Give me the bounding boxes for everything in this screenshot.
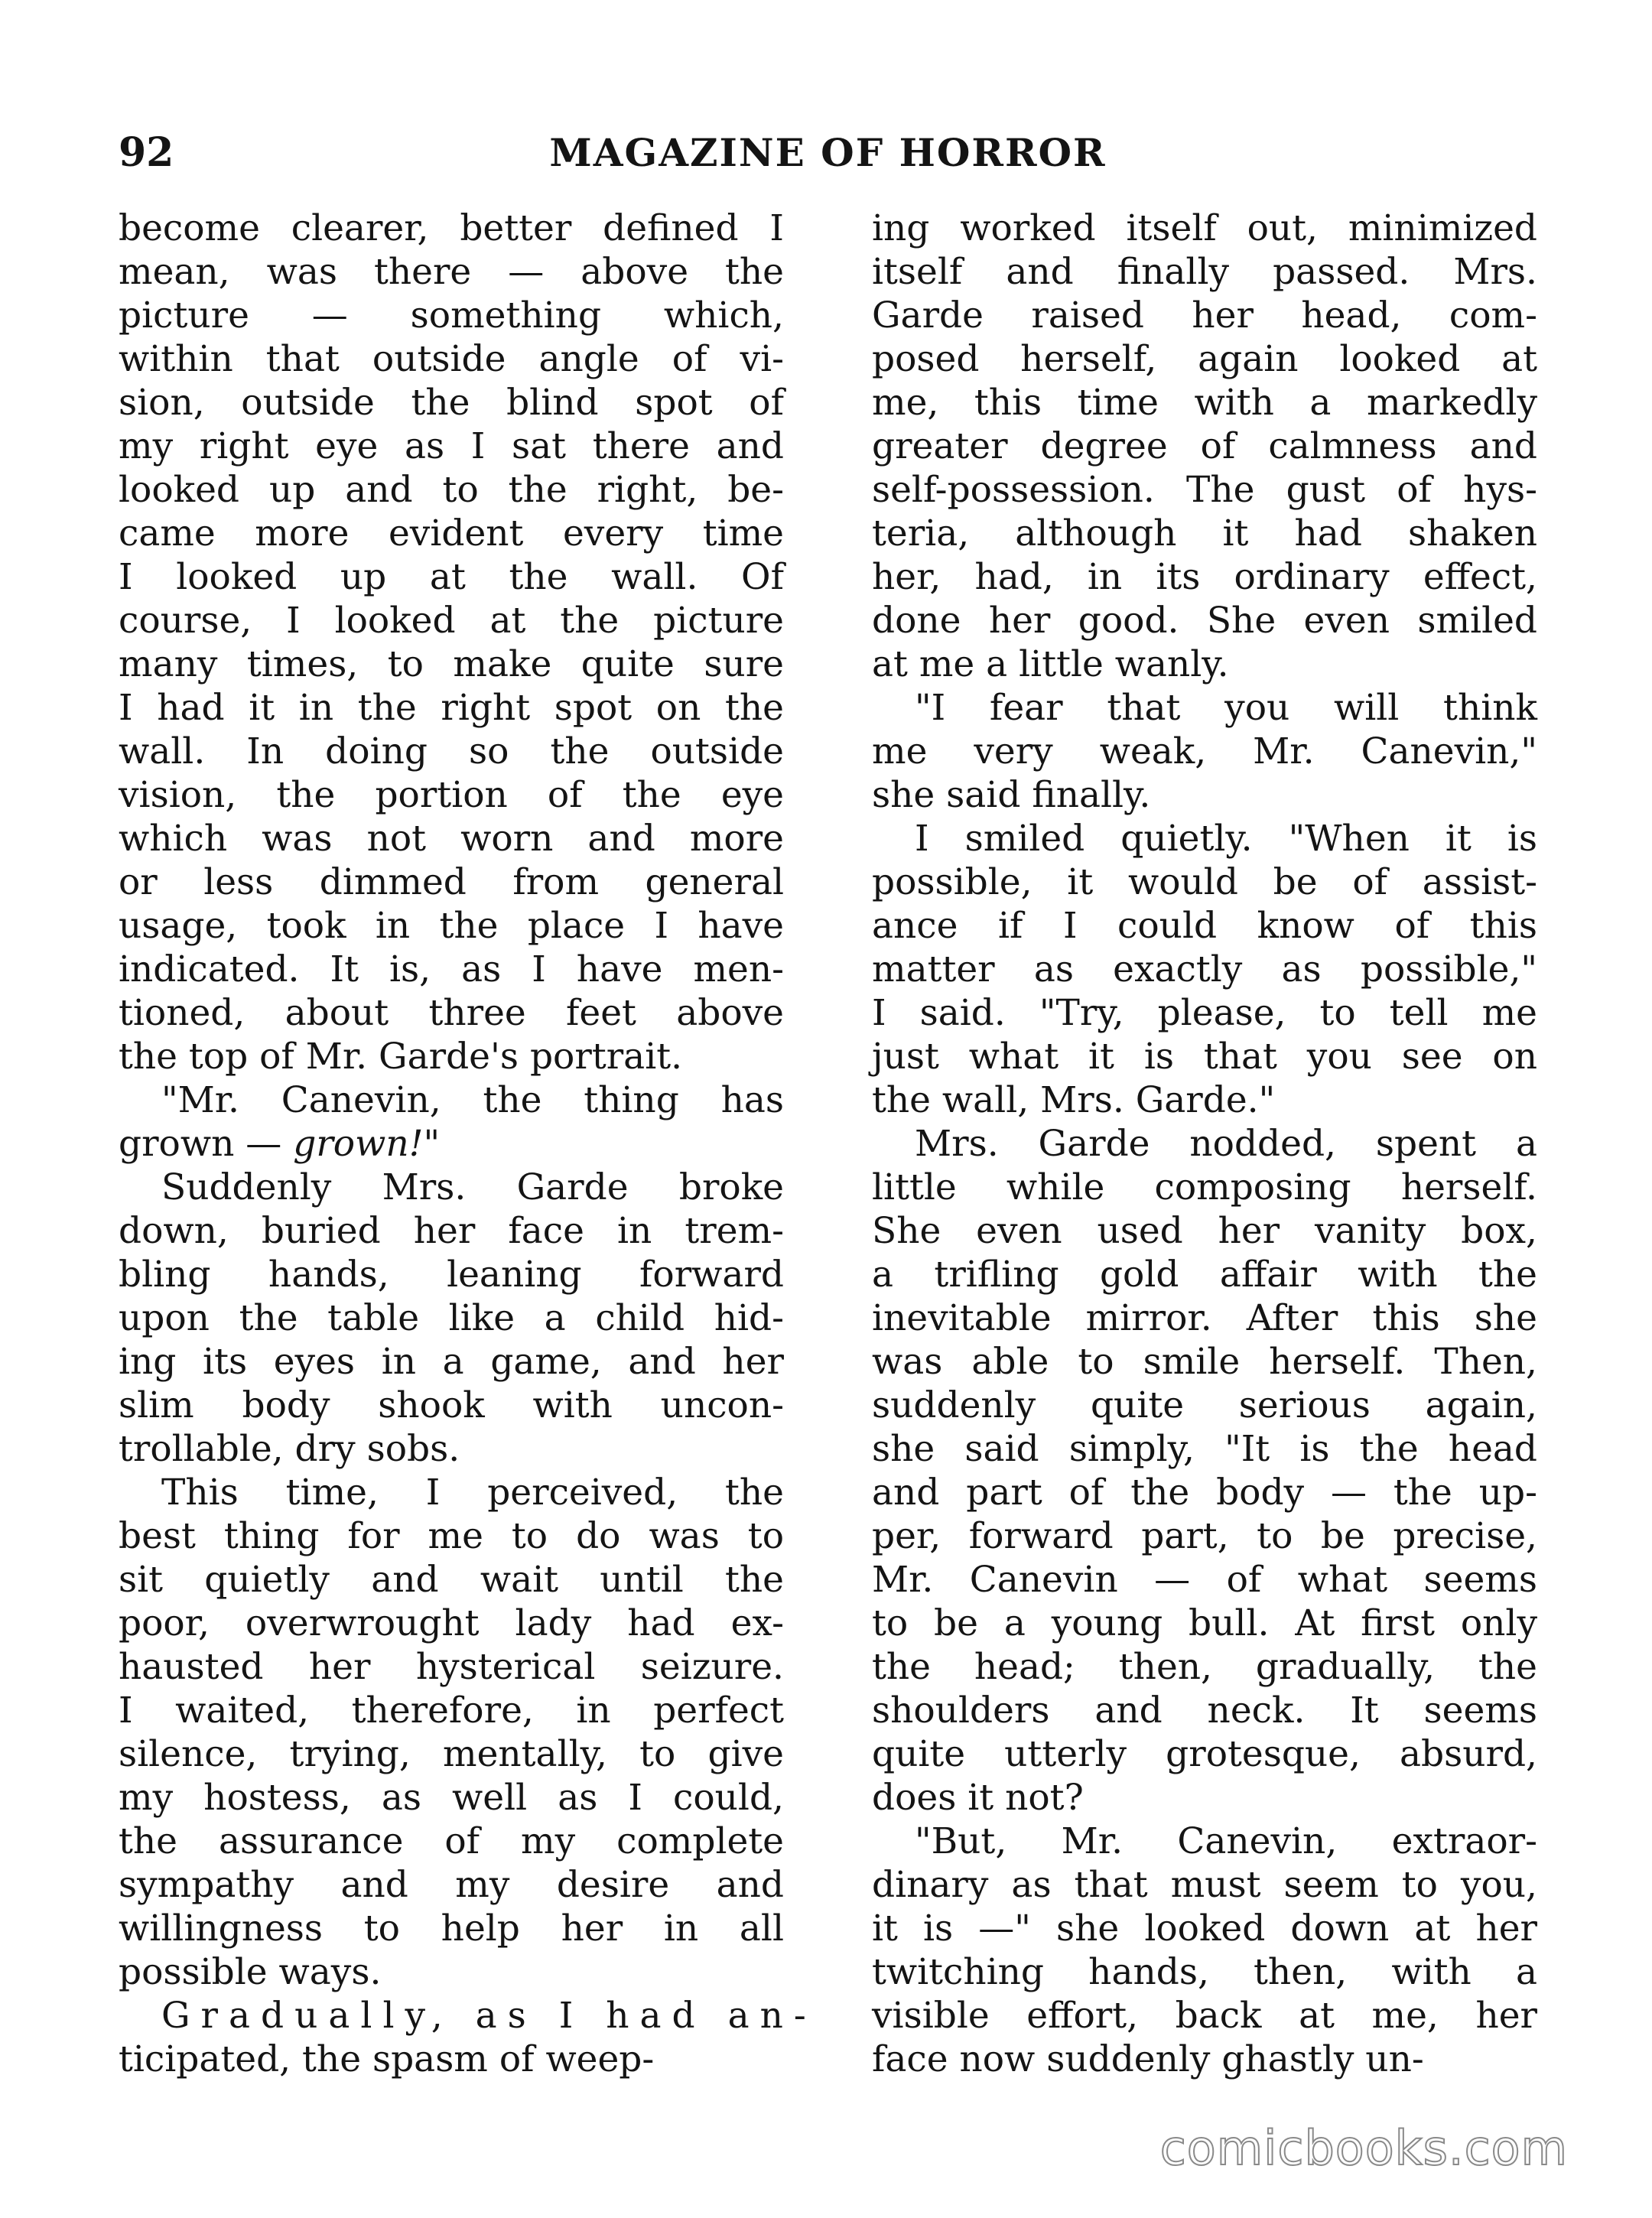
text-line: down, buried her face in trem-	[119, 1210, 784, 1252]
text-line: done her good. She even smiled	[872, 600, 1537, 642]
text-line: and part of the body — the up-	[872, 1472, 1537, 1514]
text-line: Mr. Canevin — of what seems	[872, 1559, 1537, 1601]
text-line: ing worked itself out, minimized	[872, 207, 1537, 249]
text-line: possible, it would be of assist-	[872, 861, 1537, 903]
text-line: or less dimmed from general	[119, 861, 784, 903]
text-line: possible ways.	[119, 1951, 382, 1993]
text-line: itself and finally passed. Mrs.	[872, 251, 1537, 293]
text-line: sion, outside the blind spot of	[119, 382, 784, 424]
text-line: looked up and to the right, be-	[119, 469, 784, 511]
text-line: willingness to help her in all	[119, 1907, 784, 1950]
text-line: vision, the portion of the eye	[119, 774, 784, 816]
text-line: posed herself, again looked at	[872, 338, 1537, 380]
text-line: me, this time with a markedly	[872, 382, 1537, 424]
text-line: I said. "Try, please, to tell me	[872, 992, 1537, 1034]
text-line: suddenly quite serious again,	[872, 1384, 1537, 1426]
text-line: grown — grown!"	[119, 1123, 441, 1165]
text-line: per, forward part, to be precise,	[872, 1515, 1537, 1557]
text-line: hausted her hysterical seizure.	[119, 1646, 784, 1688]
text-line: I had it in the right spot on the	[119, 687, 784, 729]
watermark: comicbooks.com	[1159, 2120, 1568, 2176]
text-line: face now suddenly ghastly un-	[872, 2038, 1424, 2080]
text-line: ance if I could know of this	[872, 905, 1537, 947]
text-line: She even used her vanity box,	[872, 1210, 1537, 1252]
text-line: came more evident every time	[119, 512, 784, 554]
text-line: it is —" she looked down at her	[872, 1907, 1537, 1950]
text-line: "Mr. Canevin, the thing has	[161, 1079, 784, 1121]
text-line: Garde raised her head, com-	[872, 294, 1537, 337]
text-line: inevitable mirror. After this she	[872, 1297, 1537, 1339]
text-line: sympathy and my desire and	[119, 1864, 784, 1906]
text-line: become clearer, better defined I	[119, 207, 784, 249]
text-line: picture — something which,	[119, 294, 784, 337]
text-line: many times, to make quite sure	[119, 643, 784, 685]
text-line: matter as exactly as possible,"	[872, 948, 1537, 990]
text-line: indicated. It is, as I have men-	[119, 948, 784, 990]
text-line: slim body shook with uncon-	[119, 1384, 784, 1426]
text-line: trollable, dry sobs.	[119, 1428, 460, 1470]
text-line: usage, took in the place I have	[119, 905, 784, 947]
text-line: me very weak, Mr. Canevin,"	[872, 730, 1537, 772]
running-title: MAGAZINE OF HORROR	[549, 130, 1107, 175]
text-line: the head; then, gradually, the	[872, 1646, 1537, 1688]
text-line: course, I looked at the picture	[119, 600, 784, 642]
text-line: poor, overwrought lady had ex-	[119, 1602, 784, 1644]
text-line: my hostess, as well as I could,	[119, 1777, 784, 1819]
text-line: tioned, about three feet above	[119, 992, 784, 1034]
text-line: ing its eyes in a game, and her	[119, 1341, 784, 1383]
text-line: she said finally.	[872, 774, 1151, 816]
text-line: wall. In doing so the outside	[119, 730, 784, 772]
text-line: the wall, Mrs. Garde."	[872, 1079, 1276, 1121]
text-line: to be a young bull. At first only	[872, 1602, 1537, 1644]
left-text-column	[119, 207, 817, 2081]
text-line: Mrs. Garde nodded, spent a	[915, 1123, 1537, 1165]
text-line: "I fear that you will think	[915, 687, 1537, 729]
text-line: the top of Mr. Garde's portrait.	[119, 1036, 683, 1078]
text-line: silence, trying, mentally, to give	[119, 1733, 784, 1775]
text-line: This time, I perceived, the	[161, 1472, 784, 1514]
text-line: I waited, therefore, in perfect	[119, 1690, 784, 1732]
text-line: sit quietly and wait until the	[119, 1559, 784, 1601]
text-line: I looked up at the wall. Of	[119, 556, 784, 598]
page-number: 92	[119, 129, 174, 176]
text-line: mean, was there — above the	[119, 251, 784, 293]
page-header	[119, 122, 1537, 184]
text-line: quite utterly grotesque, absurd,	[872, 1733, 1537, 1775]
text-line: shoulders and neck. It seems	[872, 1690, 1537, 1732]
text-line: upon the table like a child hid-	[119, 1297, 784, 1339]
text-line: was able to smile herself. Then,	[872, 1341, 1537, 1383]
text-line: teria, although it had shaken	[872, 512, 1537, 554]
right-text-column	[872, 207, 1537, 2081]
text-line: the assurance of my complete	[119, 1820, 784, 1862]
text-line: bling hands, leaning forward	[119, 1254, 784, 1296]
text-line: a trifling gold affair with the	[872, 1254, 1537, 1296]
text-line: which was not worn and more	[119, 818, 784, 860]
text-line: Gradually, as I had an-	[161, 1995, 817, 2037]
text-line: best thing for me to do was to	[119, 1515, 784, 1557]
text-line: within that outside angle of vi-	[119, 338, 784, 380]
text-line: twitching hands, then, with a	[872, 1951, 1537, 1993]
text-line: I smiled quietly. "When it is	[915, 818, 1537, 860]
text-line: at me a little wanly.	[872, 643, 1229, 685]
text-line: just what it is that you see on	[872, 1036, 1537, 1078]
text-line: her, had, in its ordinary effect,	[872, 556, 1537, 598]
text-line: does it not?	[872, 1777, 1084, 1819]
text-line: greater degree of calmness and	[872, 425, 1537, 467]
text-line: dinary as that must seem to you,	[872, 1864, 1537, 1906]
text-line: ticipated, the spasm of weep-	[119, 2038, 655, 2080]
text-line: "But, Mr. Canevin, extraor-	[915, 1820, 1537, 1862]
text-line: self-possession. The gust of hys-	[872, 469, 1537, 511]
text-line: she said simply, "It is the head	[872, 1428, 1537, 1470]
text-line: little while composing herself.	[872, 1166, 1537, 1208]
text-line: Suddenly Mrs. Garde broke	[161, 1166, 784, 1208]
text-line: my right eye as I sat there and	[119, 425, 784, 467]
text-line: visible effort, back at me, her	[872, 1995, 1537, 2037]
